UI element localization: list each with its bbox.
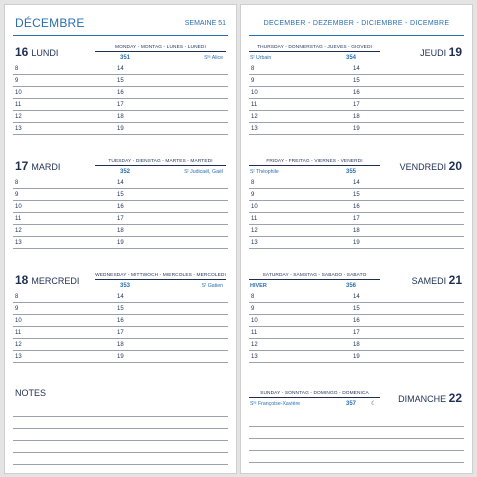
hour-label: 11 [251, 102, 258, 108]
hour-row[interactable] [13, 123, 228, 135]
day-name-translations: FRIDAY - FREITAG - VIERNES - VENERDÌ [249, 159, 380, 166]
hour-row[interactable] [249, 201, 464, 213]
hour-label: 16 [117, 90, 124, 96]
hour-label: 16 [117, 318, 124, 324]
hour-label: 10 [15, 204, 22, 210]
day-block-friday [241, 155, 472, 267]
saint-name: Sᵗ Théophile [250, 169, 279, 175]
day-of-year: 356 [346, 283, 357, 289]
hour-row[interactable] [13, 291, 228, 303]
hour-label: 11 [251, 330, 258, 336]
hour-label: 12 [251, 228, 258, 234]
day-title: SAMEDI 21 [411, 273, 462, 287]
sunday-lines[interactable] [249, 415, 464, 463]
hour-label: 9 [251, 306, 255, 312]
day-title: 16 LUNDI [15, 45, 59, 59]
hour-label: 12 [15, 228, 22, 234]
hour-label: 12 [15, 114, 22, 120]
hour-label: 19 [353, 126, 360, 132]
hour-label: 8 [15, 180, 19, 186]
hour-label: 9 [15, 192, 19, 198]
day-block-sunday [241, 387, 472, 467]
month-title: DÉCEMBRE [15, 16, 85, 30]
hour-row[interactable] [249, 177, 464, 189]
hour-label: 16 [353, 204, 360, 210]
hour-label: 14 [117, 294, 124, 300]
hour-row[interactable] [13, 87, 228, 99]
hour-row[interactable] [249, 339, 464, 351]
hour-row[interactable] [13, 201, 228, 213]
hour-row[interactable] [249, 291, 464, 303]
moon-phase-icon: ☾ [371, 401, 377, 407]
hour-label: 15 [353, 306, 360, 312]
notes-lines[interactable] [13, 405, 228, 465]
hour-label: 9 [15, 78, 19, 84]
hour-label: 17 [117, 216, 124, 222]
hour-row[interactable] [13, 339, 228, 351]
hour-label: 13 [251, 240, 258, 246]
hour-label: 15 [353, 192, 360, 198]
day-block-monday [5, 41, 236, 153]
hour-label: 17 [353, 330, 360, 336]
page-header [13, 16, 228, 32]
hour-label: 13 [251, 354, 258, 360]
hour-row[interactable] [249, 111, 464, 123]
page-header [249, 16, 464, 32]
saint-name: Sᵗ Urbain [250, 55, 272, 61]
hour-label: 10 [251, 90, 258, 96]
day-title: 17 MARDI [15, 159, 61, 173]
day-block-saturday [241, 269, 472, 381]
day-of-year: 351 [120, 55, 131, 61]
day-title: JEUDI 19 [420, 45, 462, 59]
hour-label: 14 [117, 66, 124, 72]
hour-label: 10 [15, 318, 22, 324]
month-translations: DECEMBER - DEZEMBER - DICIEMBRE - DICEMBRE [263, 20, 450, 27]
hour-row[interactable] [249, 237, 464, 249]
saint-name: Sᵗᵉ Alice [204, 55, 223, 61]
hour-row[interactable] [249, 87, 464, 99]
day-block-wednesday [5, 269, 236, 381]
hour-label: 15 [117, 192, 124, 198]
hour-label: 12 [251, 114, 258, 120]
hour-label: 9 [251, 78, 255, 84]
hour-label: 8 [251, 180, 255, 186]
hour-label: 17 [353, 216, 360, 222]
right-page [240, 4, 473, 474]
hour-row[interactable] [249, 99, 464, 111]
hour-row[interactable] [249, 351, 464, 363]
saint-name: Sᵗᵉ Françoise-Xavière [250, 401, 301, 407]
day-info [249, 168, 380, 176]
hour-grid[interactable] [13, 177, 228, 249]
hour-row[interactable] [13, 177, 228, 189]
hour-label: 11 [15, 330, 22, 336]
day-name-translations: TUESDAY - DIENSTAG - MARTES - MARTEDÌ [95, 159, 226, 166]
hour-label: 19 [117, 240, 124, 246]
hour-row[interactable] [249, 315, 464, 327]
day-name-translations: MONDAY - MONTAG - LUNES - LUNEDÌ [95, 45, 226, 52]
hour-label: 13 [15, 240, 22, 246]
day-of-year: 353 [120, 283, 131, 289]
hour-label: 18 [117, 228, 124, 234]
day-info [95, 168, 226, 176]
day-block-thursday [241, 41, 472, 153]
hour-label: 8 [251, 66, 255, 72]
hour-label: 19 [117, 126, 124, 132]
day-title: DIMANCHE 22 [398, 391, 462, 405]
hour-grid[interactable] [249, 291, 464, 363]
hour-row[interactable] [249, 303, 464, 315]
hour-label: 12 [251, 342, 258, 348]
week-number: SEMAINE 51 [184, 20, 226, 27]
hour-label: 14 [353, 180, 360, 186]
hour-row[interactable] [249, 225, 464, 237]
day-info [95, 282, 226, 290]
day-info [249, 400, 380, 408]
hour-label: 10 [251, 204, 258, 210]
hour-label: 19 [353, 354, 360, 360]
hour-label: 15 [117, 78, 124, 84]
hour-row[interactable] [249, 327, 464, 339]
hour-label: 14 [353, 66, 360, 72]
day-name-translations: SATURDAY - SAMSTAG - SÁBADO - SABATO [249, 273, 380, 280]
hour-label: 18 [117, 342, 124, 348]
hour-row[interactable] [249, 63, 464, 75]
hour-label: 18 [353, 342, 360, 348]
hour-label: 11 [251, 216, 258, 222]
day-of-year: 355 [346, 169, 357, 175]
hour-label: 17 [353, 102, 360, 108]
day-title: 18 MERCREDI [15, 273, 80, 287]
hour-label: 17 [117, 102, 124, 108]
hour-label: 8 [251, 294, 255, 300]
hour-label: 14 [117, 180, 124, 186]
hour-label: 19 [117, 354, 124, 360]
day-block-tuesday [5, 155, 236, 267]
hour-label: 10 [251, 318, 258, 324]
hour-row[interactable] [249, 189, 464, 201]
hour-row[interactable] [13, 327, 228, 339]
hour-row[interactable] [13, 351, 228, 363]
day-info [249, 282, 380, 290]
day-of-year: 357 [346, 401, 357, 407]
hour-label: 15 [353, 78, 360, 84]
day-name-translations: WEDNESDAY - MITTWOCH - MIÉRCOLES - MERCOLEDÌ [95, 273, 226, 278]
saint-name: Sᵗ Gatien [201, 283, 223, 289]
hour-row[interactable] [13, 111, 228, 123]
hour-grid[interactable] [249, 63, 464, 135]
hour-row[interactable] [249, 123, 464, 135]
hour-row[interactable] [249, 213, 464, 225]
day-of-year: 354 [346, 55, 357, 61]
day-of-year: 352 [120, 169, 131, 175]
hour-row[interactable] [13, 75, 228, 87]
hour-label: 14 [353, 294, 360, 300]
hour-label: 11 [15, 216, 22, 222]
day-info [249, 54, 380, 62]
hour-label: 16 [353, 90, 360, 96]
left-page [4, 4, 237, 474]
header-divider [249, 35, 464, 36]
hour-grid[interactable] [13, 291, 228, 363]
hour-label: 10 [15, 90, 22, 96]
hour-row[interactable] [13, 213, 228, 225]
header-divider [13, 35, 228, 36]
hour-label: 16 [117, 204, 124, 210]
hour-label: 19 [353, 240, 360, 246]
season-label: HIVER [250, 283, 267, 289]
day-name-translations: THURSDAY - DONNERSTAG - JUEVES - GIOVEDÌ [249, 45, 380, 52]
saint-name: Sᵗ Judicaël, Gaël [184, 169, 223, 175]
hour-row[interactable] [13, 303, 228, 315]
day-info [95, 54, 226, 62]
hour-grid[interactable] [13, 63, 228, 135]
hour-label: 17 [117, 330, 124, 336]
hour-label: 13 [251, 126, 258, 132]
hour-label: 8 [15, 294, 19, 300]
hour-label: 9 [251, 192, 255, 198]
hour-row[interactable] [13, 315, 228, 327]
hour-row[interactable] [13, 237, 228, 249]
hour-label: 15 [117, 306, 124, 312]
hour-label: 11 [15, 102, 22, 108]
hour-label: 18 [117, 114, 124, 120]
hour-row[interactable] [249, 75, 464, 87]
hour-label: 13 [15, 126, 22, 132]
hour-label: 12 [15, 342, 22, 348]
day-title: VENDREDI 20 [399, 159, 462, 173]
notes-title: NOTES [15, 388, 47, 398]
hour-grid[interactable] [249, 177, 464, 249]
hour-label: 18 [353, 114, 360, 120]
hour-label: 18 [353, 228, 360, 234]
hour-label: 8 [15, 66, 19, 72]
hour-row[interactable] [13, 189, 228, 201]
hour-row[interactable] [13, 225, 228, 237]
hour-row[interactable] [13, 63, 228, 75]
hour-label: 16 [353, 318, 360, 324]
hour-row[interactable] [13, 99, 228, 111]
hour-label: 13 [15, 354, 22, 360]
hour-label: 9 [15, 306, 19, 312]
day-name-translations: SUNDAY - SONNTAG - DOMINGO - DOMENICA [249, 391, 380, 398]
